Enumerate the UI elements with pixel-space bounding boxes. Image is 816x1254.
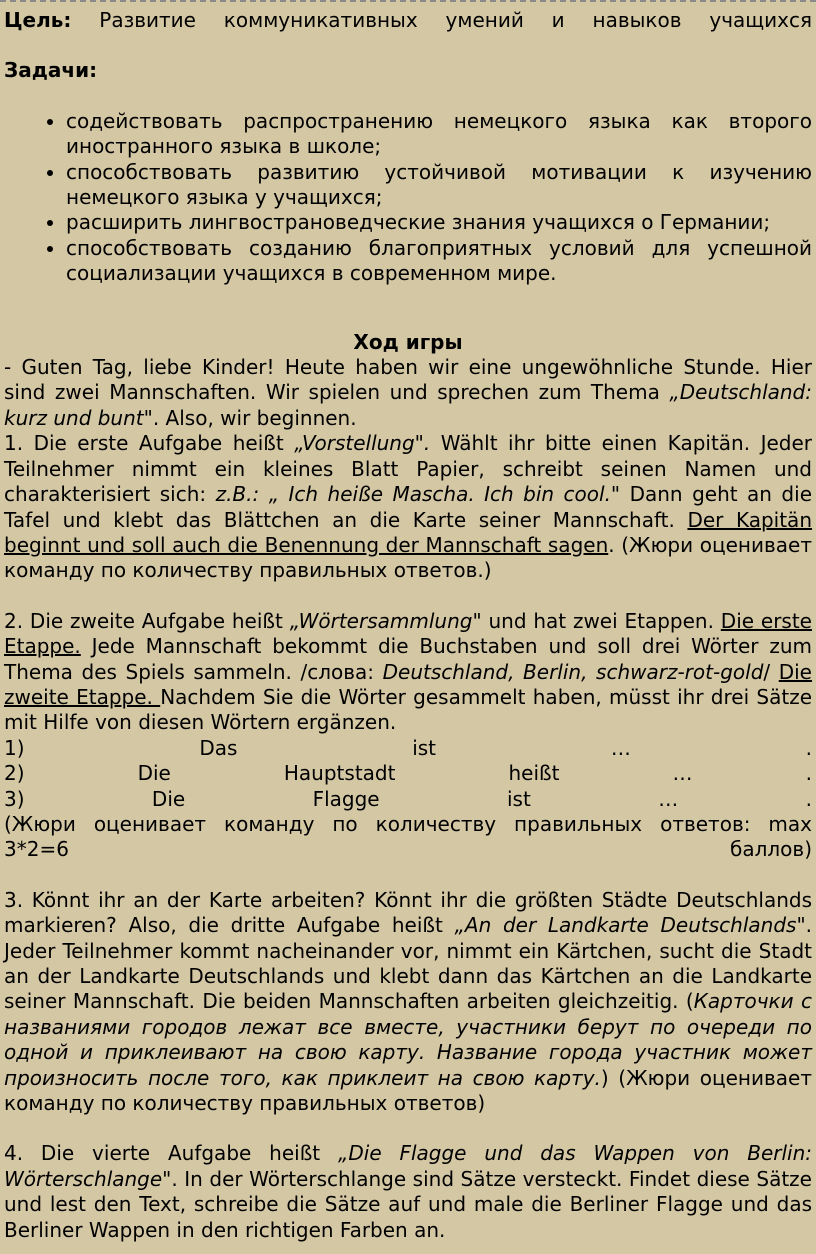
game-heading: Ход игры (353, 329, 463, 354)
sentence-row: 3) Die Flagge ist … . (4, 786, 812, 811)
list-item: • способствовать развитию устойчивой мотивации к изучению немецкого языка у учащихся; (66, 160, 812, 211)
sentence-row: 1) Das ist … . (4, 735, 812, 760)
task2-paragraph: 2. Die zweite Aufgabe heißt „Wörtersammlung" und hat zwei Etappen. Die erste Etappe. Jede Mannschaft bekommt die Buchstaben und soll drei Wörter zum Thema des Spiels sammeln. /слова: Deutschland, Berlin, schwarz-rot-gold/ Die zweite Etappe. Nachdem Sie die Wörter gesammelt haben, müsst ihr drei Sätze mit Hilfe von diesen Wörtern ergänzen. (4, 608, 813, 735)
jury-note-end: 3*2=6 баллов) (4, 837, 812, 862)
theme-name: „Deutschland: kurz und bunt" (4, 380, 812, 430)
task4-paragraph: 4. Die vierte Aufgabe heißt „Die Flagge und das Wappen von Berlin: Wörterschlange". In der Wörterschlange sind Sätze versteckt. Findet diese Sätze und lest den Text, schreibe die Sätze auf und male die Berliner Flagge und das Berliner Wappen in den richtigen Farben an. (4, 1141, 812, 1242)
task1-paragraph: 1. Die erste Aufgabe heißt „Vorstellung". Wählt ihr bitte einen Kapitän. Jeder Teilnehmer nimmt ein kleines Blatt Papier, schreibt seinen Namen und charakterisiert sich: z.B.: „ Ich heiße Mascha. Ich bin cool." Dann geht an die Tafel und klebt das Blättchen an die Karte seiner Mannschaft. Der Kapitän beginnt und soll auch die Benennung der Mannschaft sagen. (Жюри оценивает команду по количеству правильных ответов.) (4, 431, 812, 583)
intro-paragraph: - Guten Tag, liebe Kinder! Heute haben wir eine ungewöhnliche Stunde. Hier sind zwei Mannschaften. Wir spielen und sprechen zum Thema „Deutschland: kurz und bunt". Also, wir beginnen. (4, 355, 812, 430)
tasks-heading: Задачи: (4, 58, 98, 83)
list-item: • способствовать созданию благоприятных условий для успешной социализации учащихся в современном мире. (66, 236, 812, 287)
list-item: • расширить лингвострановедческие знания учащихся о Германии; (66, 210, 812, 235)
task3-paragraph: 3. Könnt ihr an der Karte arbeiten? Könnt ihr die größten Städte Deutschlands markieren? Also, die dritte Aufgabe heißt „An der Landkarte Deutschlands". Jeder Teilnehmer kommt nacheinander vor, nimmt ein Kärtchen, sucht die Stadt an der Landkarte Deutschlands und klebt dann das Kärtchen an die Landkarte seiner Mannschaft. Die beiden Mannschaften arbeiten gleichzeitig. (Карточки с названиями городов лежат все вместе, участники берут по очереди по одной и приклеивают на свою карту. Название города участник может произносить после того, как приклеит на свою карту.) (Жюри оценивает команду по количеству правильных ответов) (4, 887, 812, 1116)
jury-note: (Жюри оценивает команду по количеству правильных ответов: max (4, 811, 812, 836)
list-item: • содействовать распространению немецкого языка как второго иностранного языка в школе; (66, 109, 812, 160)
tasks-list (4, 109, 812, 287)
goal-paragraph (4, 8, 812, 33)
sentence-row: 2) Die Hauptstadt heißt … . (4, 761, 812, 786)
goal-label: Цель: (4, 8, 72, 32)
goal-text: Развитие коммуникативных умений и навыков учащихся (71, 8, 812, 32)
